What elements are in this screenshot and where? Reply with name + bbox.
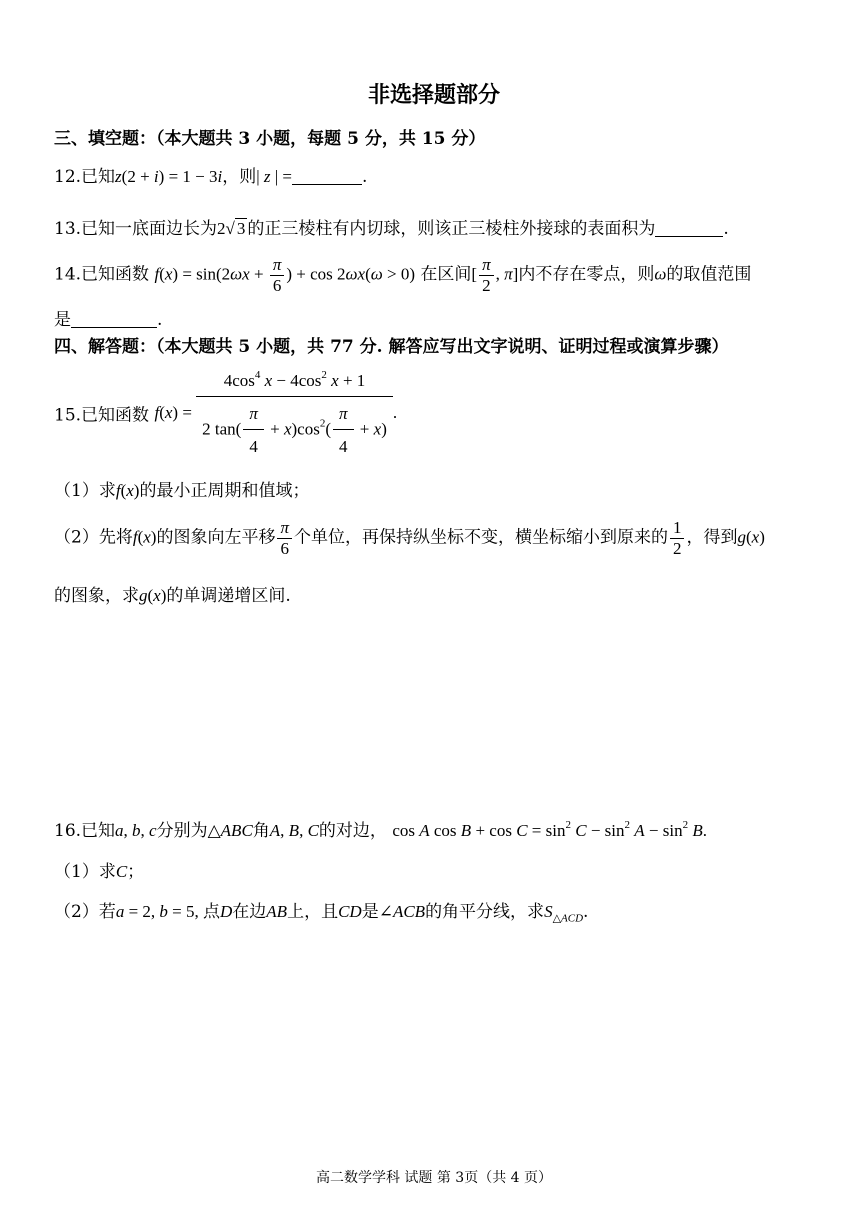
question-15-part-2: （2）先将f(x)的图象向左平移 $\frac{\pi}{6}$ 个单位，再保持纵坐标不变，横坐标缩小到原来的 $\frac{1}{2}$ ，得到g(x) [54,518,765,558]
question-16: 16.已知a, b, c分别为△ABC角A, B, C的对边， cos A $\cos B + \cos C = \sin^2 C - \sin^2 A - \sin^2 B$. [54,819,707,841]
section-4-heading: 四、解答题：（本大题共 5 小题，共 77 分. 解答应写出文字说明、证明过程或演算步骤） [54,337,729,357]
question-13: 13.已知一底面边长为2√ 3 的正三棱柱有内切球，则该正三棱柱外接球的表面积为 . [54,219,729,239]
page-title: 非选择题部分 [367,82,500,108]
question-14: 14.已知函数 f(x) = sin(2ωx + $\frac{\pi}{6}$ ) + cos 2ωx(ω > 0) 在区间[ $\frac{\pi}{2}$ , π]内不存在零点，则ω的取值范围 [54,255,752,295]
section-3-heading: 三、填空题：（本大题共 3 小题，每题 5 分，共 15 分） [54,129,486,149]
question-16-part-2: （2）若a = 2, b = 5, 点D在边AB上，且CD是∠ACB的角平分线，求$S_{\triangle ACD}$. [54,902,589,925]
question-15: 15.已知函数 f(x) = $4\cos^4$ $x - 4\cos^2$ x + 1 2 tan( $\frac{\pi}{4}$ + $x)\cos^2$( $\frac{\pi}{4}$ + x) . [54,368,397,458]
question-14-line2: 是 . [54,310,163,330]
question-12: 12.已知z(2 + i) = 1 − 3i，则| z | = . [54,167,368,187]
answer-blank [71,311,157,328]
question-15-part-1: （1）求f(x)的最小正周期和值域； [54,481,310,501]
answer-blank [292,168,362,185]
page-footer: 高二数学学科 试题 第 3页（共 4 页） [315,1170,553,1186]
question-16-part-1: （1）求C； [54,862,145,882]
question-15-part-2-line2: 的图象，求g(x)的单调递增区间. [54,586,291,606]
answer-blank [655,220,723,237]
